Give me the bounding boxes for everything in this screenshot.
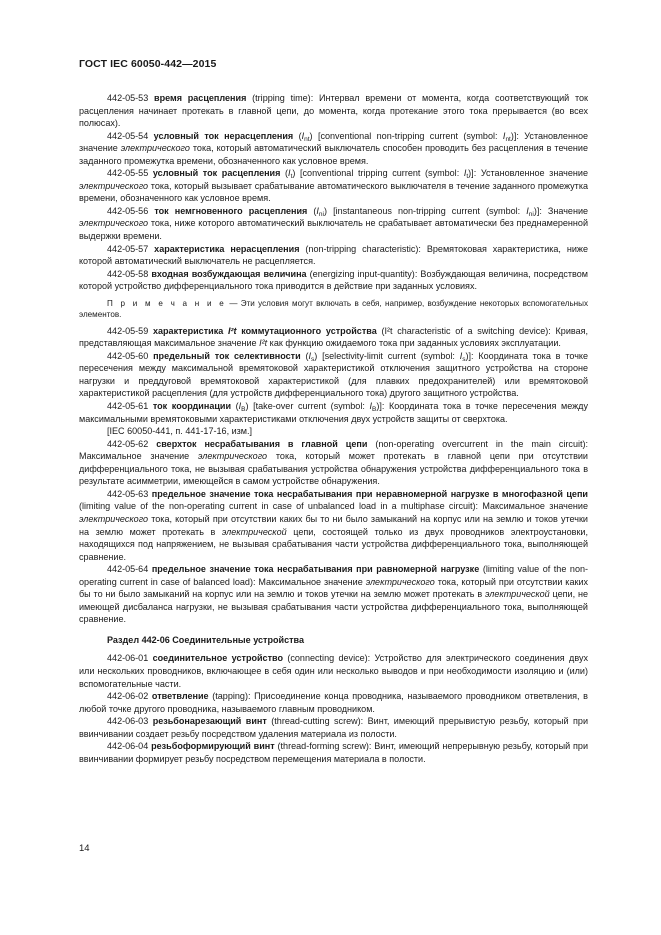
entry-term: резьбонарезающий винт: [152, 716, 267, 727]
term-entry: [79, 130, 588, 168]
entry-symbol: $(I_t)$: [285, 168, 296, 181]
term-entry: [79, 438, 588, 488]
entry-text: )]: Установленное значение: [468, 168, 588, 179]
entry-number: 442-05-53: [107, 93, 149, 103]
entry-number: 442-05-62: [107, 438, 149, 449]
entry-emphasis: электрического: [198, 451, 268, 462]
entry-emphasis: электрической: [484, 589, 550, 600]
entry-text: )]: Значение: [533, 205, 589, 216]
entry-term: характеристика: [152, 325, 224, 336]
entry-symbol: $I_{ni}$: [526, 205, 534, 218]
entry-number: 442-05-55: [107, 168, 149, 179]
entry-term: ток координации: [152, 401, 232, 412]
entry-text: (non-operating overcurrent in the main circuit): Максимальное значение: [79, 438, 589, 462]
entry-number: 442-06-03: [107, 716, 149, 727]
entry-text: тока, ниже которого автоматический выключатель не срабатывает автоматически без преднамеренной выдержки времени.: [79, 218, 588, 242]
note-dash: —: [229, 298, 238, 308]
term-entry: [79, 488, 588, 563]
entry-text: (tripping time): Интервал времени от момента, когда соответствующий ток расцепления начинает протекать в главной цепи, до момента, когда протекание этого тока прерывается (во всех полюсах).: [79, 93, 588, 129]
term-entry: [79, 92, 588, 130]
entry-term: предельное значение тока несрабатывания при равномерной нагрузке: [151, 564, 480, 575]
entry-number: 442-05-56: [107, 205, 149, 216]
term-entry: [79, 350, 588, 400]
entry-symbol: $I_t$: [463, 168, 469, 181]
entry-text: тока, который может протекать в главной цепи при отсутствии дифференциального тока, не вызывая срабатывания устройства обнаружения устройства дифференциального тока в результате асимметрии, имеющейся в самом устройстве обнаружения.: [79, 451, 588, 487]
entry-text: (connecting device): Устройство для электрического соединения двух или нескольких проводников, включающее в себя один или несколько выводов и при необходимости изоляцию и (или) вспомогательные части.: [79, 653, 588, 689]
entry-text: (energizing input-quantity): Возбуждающая величина, посредством которой устройство дифференциального тока приводится в действие при заданных условиях.: [79, 268, 588, 292]
entry-text: [conventional non-tripping current (symbol:: [317, 130, 498, 141]
entry-text: (tapping): Присоединение конца проводника, называемого проводником ответвления, в любой точке другого проводника, называемого главным проводником.: [79, 691, 588, 714]
entry-symbol: $(I_{nt})$: [298, 130, 313, 143]
term-entry: [79, 690, 588, 715]
entry-symbol: $I_s$: [459, 350, 466, 363]
entry-text: [conventional tripping current (symbol:: [300, 168, 460, 179]
entry-term: характеристика нерасцепления: [154, 243, 300, 254]
entry-symbol: $(I_s)$: [305, 350, 318, 363]
entry-emphasis: электрического: [120, 143, 190, 154]
entry-term: предельное значение тока несрабатывания при неравномерной нагрузке в многофазной цепи: [151, 488, 588, 499]
entry-text: )]: Установленное значение: [79, 130, 589, 154]
term-entry: [79, 563, 588, 626]
entry-symbol: I²t: [259, 338, 268, 349]
term-entry: [79, 268, 588, 293]
entry-text: цепи, состоящей только из двух проводников электроустановки, находящихся под напряжением, не вызывая срабатывания части устройства дифференциального тока, выполняющей сравнение.: [79, 526, 589, 562]
entry-term: входная возбуждающая величина: [151, 268, 307, 279]
entry-symbol: $I_B$: [369, 401, 377, 414]
entry-text: (thread-forming screw): Винт, имеющий непрерывную резьбу, который при ввинчивании формирует резьбу посредством перемещения материала в полости.: [79, 741, 589, 764]
entry-number: 442-06-04: [107, 741, 149, 752]
entry-text: тока, который при отсутствии каких бы то ни было замыканий на корпус или на землю и токов утечки на землю может протекать в: [79, 576, 589, 600]
entry-text: )]: Координата тока в точке пересечения между максимальными времятоковыми характеристиками отключения двух устройств защиты от сверхтока.: [79, 401, 588, 424]
entry-number: 442-05-59: [107, 325, 149, 336]
entry-text: тока, который автоматический выключатель способен проводить без расцепления в течение заданного промежутка времени, обозначенного как условное время.: [79, 143, 589, 166]
entry-emphasis: электрического: [79, 513, 149, 524]
entry-text: [selectivity-limit current (symbol:: [322, 350, 455, 361]
entry-emphasis: электрического: [79, 180, 149, 191]
entry-emphasis: электрической: [221, 526, 287, 537]
entry-text: [take-over current (symbol:: [253, 401, 365, 412]
term-entry: [79, 167, 588, 205]
entry-term: условный ток расцепления: [152, 168, 281, 179]
note: [79, 298, 588, 320]
entry-term: ответвление: [151, 691, 209, 702]
entry-emphasis: электрического: [79, 218, 149, 229]
entry-text: (non-tripping characteristic): Времятоковая характеристика, ниже которой автоматический выключатель не расцепляется.: [79, 243, 588, 267]
entry-number: 442-05-63: [107, 488, 149, 499]
term-entry: [79, 400, 588, 425]
entry-emphasis: электрического: [365, 576, 435, 587]
entry-number: 442-05-61: [107, 401, 149, 412]
entry-reference: [IEC 60050-441, п. 441-17-16, изм.]: [107, 426, 253, 437]
entry-text: (limiting value of the non-operating current in case of unbalanced load in a multiphase circuit): Максимальное значение: [79, 501, 588, 512]
entry-text: [instantaneous non-tripping current (symbol:: [333, 205, 521, 216]
entry-number: 442-05-54: [107, 130, 149, 141]
entry-symbol: $(I_B)$: [235, 401, 249, 414]
entry-symbol: $(I_{ni})$: [313, 205, 327, 218]
entry-symbol: $I_{nt}$: [502, 130, 511, 143]
term-entry: [79, 715, 588, 740]
entry-number: 442-05-64: [107, 564, 149, 575]
entry-number: 442-06-02: [107, 691, 149, 702]
entry-number: 442-06-01: [107, 653, 149, 664]
page-number: 14: [79, 843, 90, 854]
entry-term: условный ток нерасцепления: [153, 130, 294, 141]
term-entry: [79, 740, 588, 765]
term-entry: [79, 652, 588, 690]
entry-text: (thread-cutting screw): Винт, имеющий прерывистую резьбу, который при ввинчивании создает резьбу посредством удаления материала из полости.: [79, 716, 588, 739]
entry-term: резьбоформирующий винт: [151, 741, 275, 752]
entry-number: 442-05-58: [107, 268, 149, 279]
entry-text: тока, который при отсутствии каких бы то ни было замыканий на корпус или на землю и токов утечки на землю может протекать в: [79, 513, 588, 537]
entry-text: как функцию ожидаемого тока при заданных условиях эксплуатации.: [269, 338, 561, 349]
entry-term: предельный ток селективности: [153, 350, 301, 361]
note-text: Эти условия могут включать в себя, например, возбуждение некоторых вспомогательных элементов.: [79, 298, 589, 319]
entry-number: 442-05-57: [107, 243, 149, 254]
entry-symbol: I²t: [227, 325, 237, 336]
entry-text: тока, который вызывает срабатывание автоматического выключателя в течение заданного промежутка времени, обозначенного как условное время.: [79, 180, 589, 204]
entry-text: (limiting value of the non-operating current in case of balanced load): Максимальное значение: [79, 564, 589, 587]
entry-text: цепи, не имеющей дисбаланса нагрузки, не вызывая срабатывания части устройства дифференциального тока, выполняющей сравнение.: [79, 589, 588, 625]
entry-number: 442-05-60: [107, 350, 149, 361]
document-header: ГОСТ IEC 60050-442—2015: [79, 58, 217, 70]
entry-text: )]: Координата тока в точке пересечения между максимальной времятоковой характеристикой отключения защитного устройства на стороне нагрузки и преддуговой времятоковой характеристикой (для плавких предохранителей) или времятоковой характеристикой расцепления (для устройств дифференциального тока) другого защитного устройства.: [79, 350, 588, 399]
entry-term: соединительное устройство: [152, 653, 283, 664]
entry-term: коммутационного устройства: [241, 325, 377, 336]
document-body: [79, 92, 588, 765]
term-entry: [79, 205, 588, 243]
term-entry: [79, 325, 588, 350]
entry-text: (I²t characteristic of a switching device): Кривая, представляющая максимальное значение: [79, 325, 589, 349]
entry-term: время расцепления: [154, 93, 247, 103]
section-heading: Раздел 442-06 Соединительные устройства: [107, 634, 305, 645]
entry-term: сверхток несрабатывания в главной цепи: [156, 438, 368, 449]
note-label: П р и м е ч а н и е: [107, 298, 226, 308]
entry-term: ток немгновенного расцепления: [154, 205, 308, 216]
term-entry: [79, 243, 588, 268]
